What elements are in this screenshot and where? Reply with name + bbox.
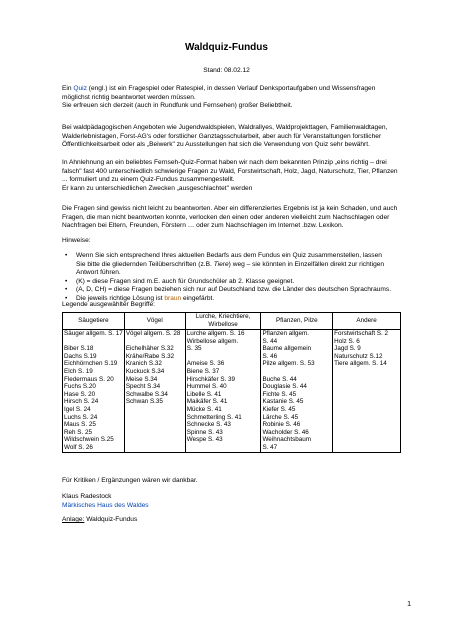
column-birds: Vögel allgem. S. 28 Eichelhäher S.32 Krähe/Rabe S.32 Kranich S.32 Kuckuck S.34 Meise S.34 Specht S.34 Schwalbe S.34 Schwan S.35 — [124, 330, 185, 453]
paragraph-offers: Bei waldpädagogischen Angeboten wie Jugendwaldspielen, Waldrallyes, Waldprojekttagen, Familienwaldtagen, Walderlebnistagen, Forst-AG's oder forstlicher Ganztagsschularbeit, aber auch für Veranstaltungen forstlicher Öffentlichkeitsarbeit oder als „Beiwerk" zu Ausstellungen hat sich die Verwendung von Quiz sehr bewährt. — [62, 124, 388, 149]
signature-block — [62, 493, 400, 510]
paragraph-format: In Ahnlehnung an ein beliebtes Fernseh-Quiz-Format haben wir nach dem bekannten Prinzip „eins richtig – drei falsch" fast 400 unterschiedlich schwierige Fragen zu Wald, Forstwirtschaft, Holz, Jagd, Naturschutz, Tier, Pflanzen ... formuliert und zu einem Quiz-Fundus zusammengestellt. Er kann zu unterschiedlichen Zwecken „ausgeschlachtet" werden — [62, 159, 398, 192]
attachment-label: Anlage: — [62, 516, 85, 523]
column-header: Vögel — [124, 313, 185, 330]
legend-table — [62, 312, 401, 453]
page-number: 1 — [407, 601, 411, 608]
legend-heading: Legende ausgewählter Begriffe: — [62, 301, 155, 308]
thanks-note: Für Kritiken / Ergänzungen wären wir dankbar. — [62, 477, 198, 484]
bullet-icon: • — [65, 294, 68, 302]
hint-item: • Die jeweils richtige Lösung ist braun eingefärbt. — [65, 294, 215, 302]
hint-item: • (A, D, CH) = diese Fragen beziehen sich nur auf Deutschland bzw. die Länder des deutschen Sprachraums. — [65, 286, 392, 294]
bullet-icon: • — [65, 277, 68, 285]
bullet-icon: • — [65, 252, 68, 259]
hints-list — [62, 252, 402, 304]
document-date: Stand: 08.02.12 — [203, 67, 250, 74]
hint-item: • (K) = diese Fragen sind m.E. auch für Grundschüler ab 2. Klasse geeignet. — [65, 277, 295, 285]
column-other: Forstwirtschaft S. 2 Holz S. 6 Jagd S. 9 Naturschutz S.12 Tiere allgem. S. 14 — [333, 330, 401, 453]
organization-link[interactable]: Märkisches Haus des Waldes — [62, 501, 149, 509]
attachment-line — [62, 516, 400, 525]
table-row — [63, 330, 401, 453]
quiz-link[interactable]: Quiz — [73, 85, 87, 92]
bullet-icon: • — [65, 286, 68, 294]
column-header: Andere — [333, 313, 401, 330]
column-header: Säugetiere — [63, 313, 125, 330]
hints-heading: Hinweise: — [62, 237, 91, 244]
column-amphibians: Lurche allgem. S. 16 Wirbellose allgem. S. 35 Ameise S. 36 Biene S. 37 Hirschkäfer S. 39 Hummel S. 40 Libelle S. 41 Maikäfer S. 41 Mücke S. 41 Schmetterling S. 41 Schnecke S. 43 Spinne S. 43 Wespe S. 43 — [185, 330, 261, 453]
intro-paragraph: Ein Quiz (engl.) ist ein Fragespiel oder Ratespiel, in dessen Verlauf Denksportaufgaben und Wissensfragen möglichst richtig beantwortet werden müssen. Sie erfreuen sich derzeit (auch in Rundfunk und Fernsehen) großer Beliebtheit. — [62, 85, 376, 110]
column-plants: Pflanzen allgem. S. 44 Baume allgemein S. 46 Pilze allgem. S. 53 Buche S. 44 Douglasie S. 44 Fichte S. 45 Kastanie S. 45 Kiefer S. 45 Lärche S. 45 Robinie S. 46 Wacholder S. 46 Weihnachtsbaum S. 47 — [261, 330, 333, 453]
column-mammals: Säuger allgem. S. 17 Biber S.18 Dachs S.19 Eichhörnchen S.19 Elch S. 19 Fledermaus S. 20 Fuchs S.20 Hase S. 20 Hirsch S. 24 Igel S. 24 Luchs S. 24 Maus S. 25 Reh S. 25 Wildschwein S.25 Wolf S. 26 — [64, 330, 123, 451]
column-header: Lurche, Kriechtiere, Wirbellose — [185, 313, 261, 330]
table-header-row — [63, 313, 401, 330]
attachment-text: Waldquiz-Fundus — [84, 516, 138, 523]
document-title: Waldquiz-Fundus — [185, 42, 268, 53]
paragraph-difficulty: Die Fragen sind gewiss nicht leicht zu beantworten. Aber ein differenziertes Ergebnis ist ja kein Schaden, und auch Fragen, die man nicht beantworten konnte, verlocken den einen oder anderen vielleicht zum Nachschlagen oder Nachfragen bei Eltern, Freunden, Förstern … oder zum Nachschlagen im Internet .bzw. Lexikon. — [62, 205, 398, 230]
signature-name: Klaus Radestock — [62, 493, 112, 500]
column-header: Pflanzen, Pilze — [261, 313, 333, 330]
hint-item: • Wenn Sie sich entsprechend Ihres aktuellen Bedarfs aus dem Fundus ein Quiz zusammenstellen, lassen Sie bitte die gliedernden Teilüberschriften (z.B. Tiere) weg – sie könnten in Einzelfällen direkt zur richtigen Antwort führen. — [65, 252, 385, 277]
